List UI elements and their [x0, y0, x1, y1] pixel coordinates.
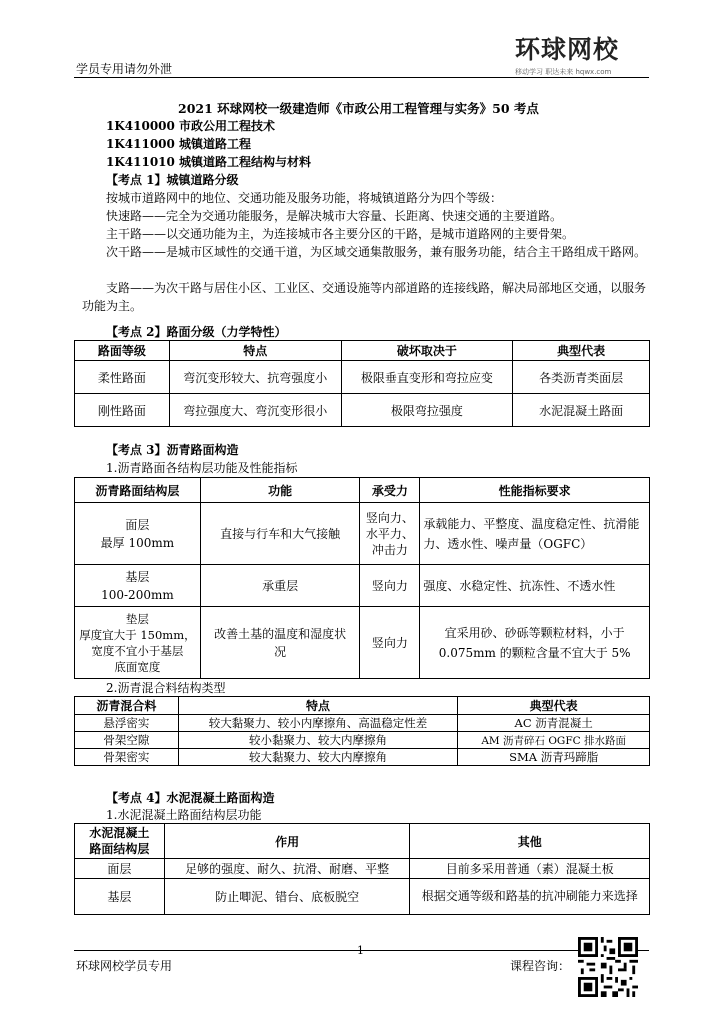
table-cell: 强度、水稳定性、抗冻性、不透水性: [420, 565, 650, 607]
table-cell: 竖向力: [360, 565, 420, 607]
table-header: 破坏取决于: [341, 341, 513, 361]
point1-line: 快速路——完全为交通功能服务，是解决城市大容量、长距离、快速交通的主要道路。: [106, 209, 563, 223]
table-header: 其他: [410, 824, 650, 859]
table-row: [75, 879, 650, 915]
table-header: 性能指标要求: [420, 478, 650, 503]
header-divider: [74, 77, 649, 78]
point4-title: 【考点 4】水泥混凝土路面构造: [106, 791, 275, 805]
table-cell: 柔性路面: [75, 361, 170, 394]
concrete-layer-table: [74, 823, 650, 915]
table-cell: 目前多采用普通（素）混凝土板: [410, 859, 650, 879]
table-cell: 骨架密实: [75, 749, 179, 766]
point1-line: 次干路——是城市区域性的交通干道，为区域交通集散服务，兼有服务功能，结合主干路组成干路网。: [106, 245, 647, 259]
point3-subtitle: 1.沥青路面各结构层功能及性能指标: [106, 461, 298, 475]
heading-1: 1K410000 市政公用工程技术: [106, 119, 276, 133]
qr-code-icon[interactable]: [578, 937, 638, 997]
footer-notice: 环球网校学员专用: [76, 959, 173, 973]
table-cell: 刚性路面: [75, 394, 170, 427]
point1-title: 【考点 1】城镇道路分级: [106, 173, 239, 187]
road-grade-table: [74, 340, 650, 427]
table-header: 水泥混凝土 路面结构层: [75, 824, 165, 859]
table-cell: 极限弯拉强度: [341, 394, 513, 427]
table-cell: 竖向力、 水平力、 冲击力: [360, 503, 420, 565]
table-row: [75, 715, 650, 732]
table-header: 承受力: [360, 478, 420, 503]
table-cell: 水泥混凝土路面: [513, 394, 650, 427]
table-cell: 防止唧泥、错台、底板脱空: [164, 879, 410, 915]
table-row: [75, 859, 650, 879]
table-row: [75, 565, 650, 607]
table-cell: 较小黏聚力、较大内摩擦角: [178, 732, 457, 749]
table-cell: 极限垂直变形和弯拉应变: [341, 361, 513, 394]
point3-subtitle: 2.沥青混合料结构类型: [106, 681, 226, 695]
point1-line: 支路——为次干路与居住小区、工业区、交通设施等内部道路的连接线路，解决局部地区交通，以服务功能为主。: [82, 281, 647, 313]
header-notice: 学员专用请勿外泄: [76, 62, 173, 76]
point2-title: 【考点 2】路面分级（力学特性）: [106, 325, 287, 339]
brand-logo: [515, 30, 650, 76]
point4-subtitle: 1.水泥混凝土路面结构层功能: [106, 808, 262, 822]
table-cell: 较大黏聚力、较小内摩擦角、高温稳定性差: [178, 715, 457, 732]
footer-divider: [74, 950, 649, 951]
table-cell: SMA 沥青玛蹄脂: [458, 749, 650, 766]
logo-slogan: 移动学习 职达未来 hqwx.com: [515, 68, 612, 76]
point1-line: 主干路——以交通功能为主，为连接城市各主要分区的干路，是城市道路网的主要骨架。: [106, 227, 575, 241]
table-header: 路面等级: [75, 341, 170, 361]
table-header-row: [75, 478, 650, 503]
table-row: [75, 607, 650, 679]
point1-line: 按城市道路网中的地位、交通功能及服务功能，将城镇道路分为四个等级：: [106, 191, 503, 205]
table-cell: 改善土基的温度和湿度状况: [200, 607, 360, 679]
table-row: [75, 361, 650, 394]
table-cell: 承重层: [200, 565, 360, 607]
table-cell: 承载能力、平整度、温度稳定性、抗滑能力、透水性、噪声量（OGFC）: [420, 503, 650, 565]
asphalt-mix-table: [74, 696, 650, 766]
table-header: 功能: [200, 478, 360, 503]
table-header: 特点: [178, 697, 457, 715]
table-header: 沥青路面结构层: [75, 478, 201, 503]
logo-text: 环球网校: [515, 35, 620, 64]
table-cell: 面层: [75, 859, 165, 879]
table-cell: 垫层 厚度宜大于 150mm， 宽度不宜小于基层 底面宽度: [75, 607, 201, 679]
table-cell: 骨架空隙: [75, 732, 179, 749]
table-cell: 根据交通等级和路基的抗冲刷能力来选择: [410, 879, 650, 915]
table-cell: 竖向力: [360, 607, 420, 679]
table-row: [75, 394, 650, 427]
table-cell: 基层: [75, 879, 165, 915]
table-cell: 直接与行车和大气接触: [200, 503, 360, 565]
table-cell: 悬浮密实: [75, 715, 179, 732]
table-cell: 弯拉强度大、弯沉变形很小: [169, 394, 341, 427]
page-number: 1: [357, 944, 364, 957]
table-cell: 各类沥青类面层: [513, 361, 650, 394]
table-cell: 足够的强度、耐久、抗滑、耐磨、平整: [164, 859, 410, 879]
footer-consult-label: 课程咨询：: [510, 959, 571, 973]
table-header: 作用: [164, 824, 410, 859]
document-title: 2021 环球网校一级建造师《市政公用工程管理与实务》50 考点: [178, 101, 539, 116]
table-cell: AM 沥青碎石 OGFC 排水路面: [458, 732, 650, 749]
table-header: 典型代表: [458, 697, 650, 715]
table-cell: 弯沉变形较大、抗弯强度小: [169, 361, 341, 394]
table-header: 典型代表: [513, 341, 650, 361]
table-header: 沥青混合料: [75, 697, 179, 715]
table-cell: 面层 最厚 100mm: [75, 503, 201, 565]
heading-2: 1K411000 城镇道路工程: [106, 137, 252, 151]
table-cell: 基层 100-200mm: [75, 565, 201, 607]
heading-3: 1K411010 城镇道路工程结构与材料: [106, 155, 312, 169]
table-row: [75, 503, 650, 565]
asphalt-layer-table: [74, 477, 650, 679]
table-row: [75, 749, 650, 766]
table-header-row: [75, 341, 650, 361]
table-row: [75, 732, 650, 749]
point3-title: 【考点 3】沥青路面构造: [106, 443, 239, 457]
table-header-row: [75, 824, 650, 859]
table-cell: AC 沥青混凝土: [458, 715, 650, 732]
table-cell: 较大黏聚力、较大内摩擦角: [178, 749, 457, 766]
table-header-row: [75, 697, 650, 715]
table-header: 特点: [169, 341, 341, 361]
table-cell: 宜采用砂、砂砾等颗粒材料，小于 0.075mm 的颗粒含量不宜大于 5%: [420, 607, 650, 679]
